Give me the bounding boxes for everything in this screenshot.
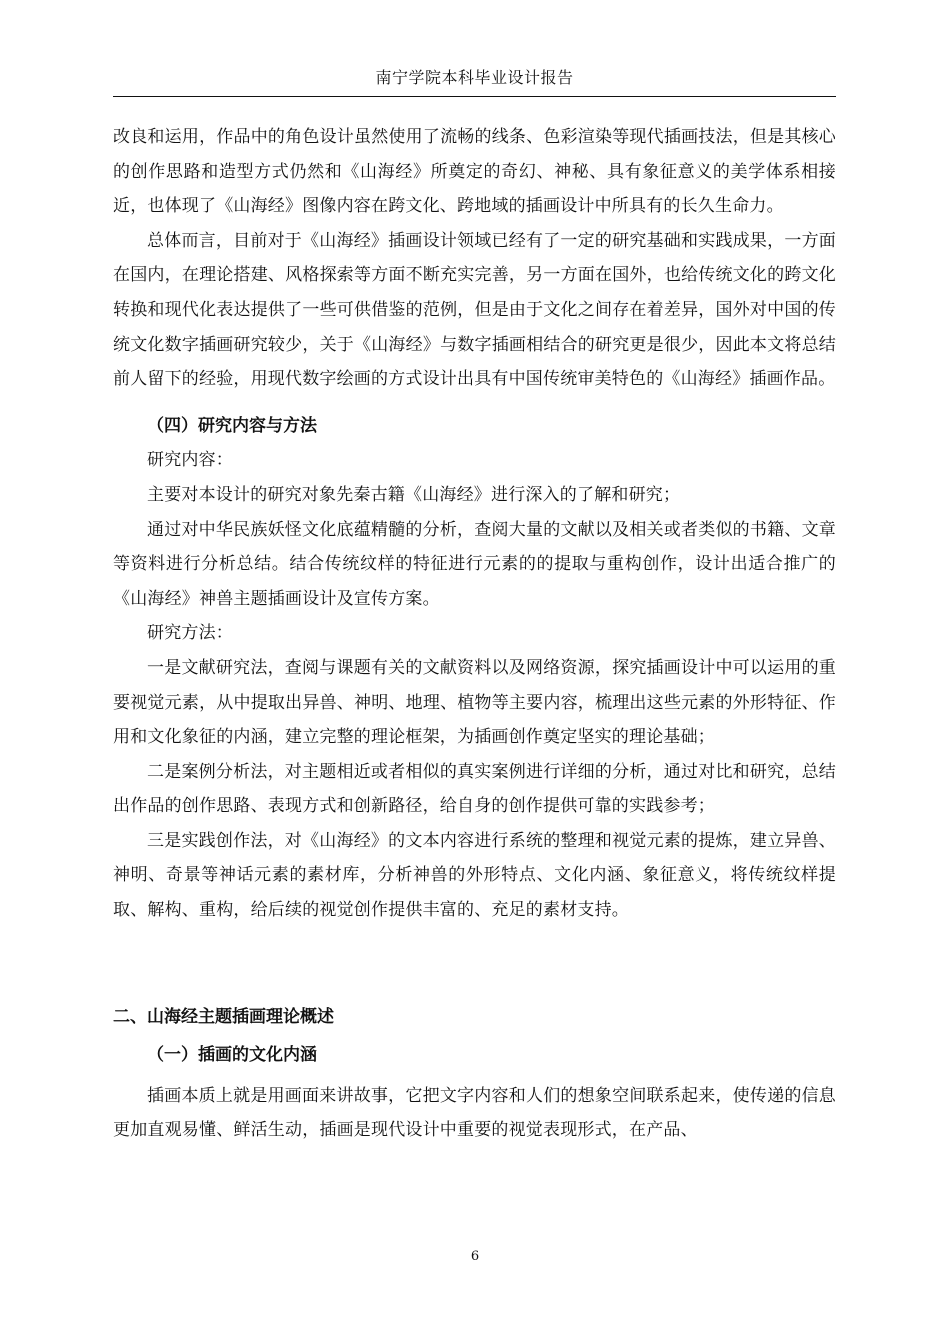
running-header: 南宁学院本科毕业设计报告 — [375, 68, 574, 87]
page-number: 6 — [470, 1249, 480, 1264]
header-divider — [113, 96, 836, 97]
section-heading-cultural-connotation: （一）插画的文化内涵 — [147, 1045, 317, 1066]
paragraph-research-analysis: 通过对中华民族妖怪文化底蕴精髓的分析，查阅大量的文献以及相关或者类似的书籍、文章等资料进行分析总结。结合传统纹样的特征进行元素的的提取与重构创作，设计出适合推广的《山海经》神兽主题插画设计及宣传方案。 — [113, 519, 836, 609]
paragraph-illustration-essence: 插画本质上就是用画面来讲故事，它把文字内容和人们的想象空间联系起来，使传递的信息更加直观易懂、鲜活生动，插画是现代设计中重要的视觉表现形式，在产品、 — [113, 1085, 836, 1141]
chapter-heading-theory-overview: 二、山海经主题插画理论概述 — [113, 1006, 334, 1027]
paragraph-summary: 总体而言，目前对于《山海经》插画设计领域已经有了一定的研究基础和实践成果，一方面在国内，在理论搭建、风格探索等方面不断充实完善，另一方面在国外，也给传统文化的跨文化转换和现代化表达提供了一些可供借鉴的范例，但是由于文化之间存在着差异，国外对中国的传统文化数字插画研究较少，关于《山海经》与数字插画相结合的研究更是很少，因此本文将总结前人留下的经验，用现代数字绘画的方式设计出具有中国传统审美特色的《山海经》插画作品。 — [113, 230, 836, 390]
paragraph-research-object: 主要对本设计的研究对象先秦古籍《山海经》进行深入的了解和研究； — [147, 484, 681, 505]
paragraph-research-content-label: 研究内容： — [147, 450, 233, 471]
paragraph-method-literature: 一是文献研究法，查阅与课题有关的文献资料以及网络资源，探究插画设计中可以运用的重要视觉元素，从中提取出异兽、神明、地理、植物等主要内容，梳理出这些元素的外形特征、作用和文化象征的内涵，建立完整的理论框架，为插画创作奠定坚实的理论基础； — [113, 657, 836, 748]
paragraph-method-case-analysis: 二是案例分析法，对主题相近或者相似的真实案例进行详细的分析，通过对比和研究，总结出作品的创作思路、表现方式和创新路径，给自身的创作提供可靠的实践参考； — [113, 761, 836, 817]
section-heading-research-content-methods: （四）研究内容与方法 — [147, 415, 317, 436]
paragraph-method-practice: 三是实践创作法，对《山海经》的文本内容进行系统的整理和视觉元素的提炼，建立异兽、神明、奇景等神话元素的素材库，分析神兽的外形特点、文化内涵、象征意义，将传统纹样提取、解构、重构，给后续的视觉创作提供丰富的、充足的素材支持。 — [113, 830, 836, 921]
paragraph-continued: 改良和运用，作品中的角色设计虽然使用了流畅的线条、色彩渲染等现代插画技法，但是其核心的创作思路和造型方式仍然和《山海经》所奠定的奇幻、神秘、具有象征意义的美学体系相接近，也体现了《山海经》图像内容在跨文化、跨地域的插画设计中所具有的长久生命力。 — [113, 127, 836, 217]
page-body — [113, 120, 836, 1148]
paragraph-research-methods-label: 研究方法： — [147, 623, 233, 644]
